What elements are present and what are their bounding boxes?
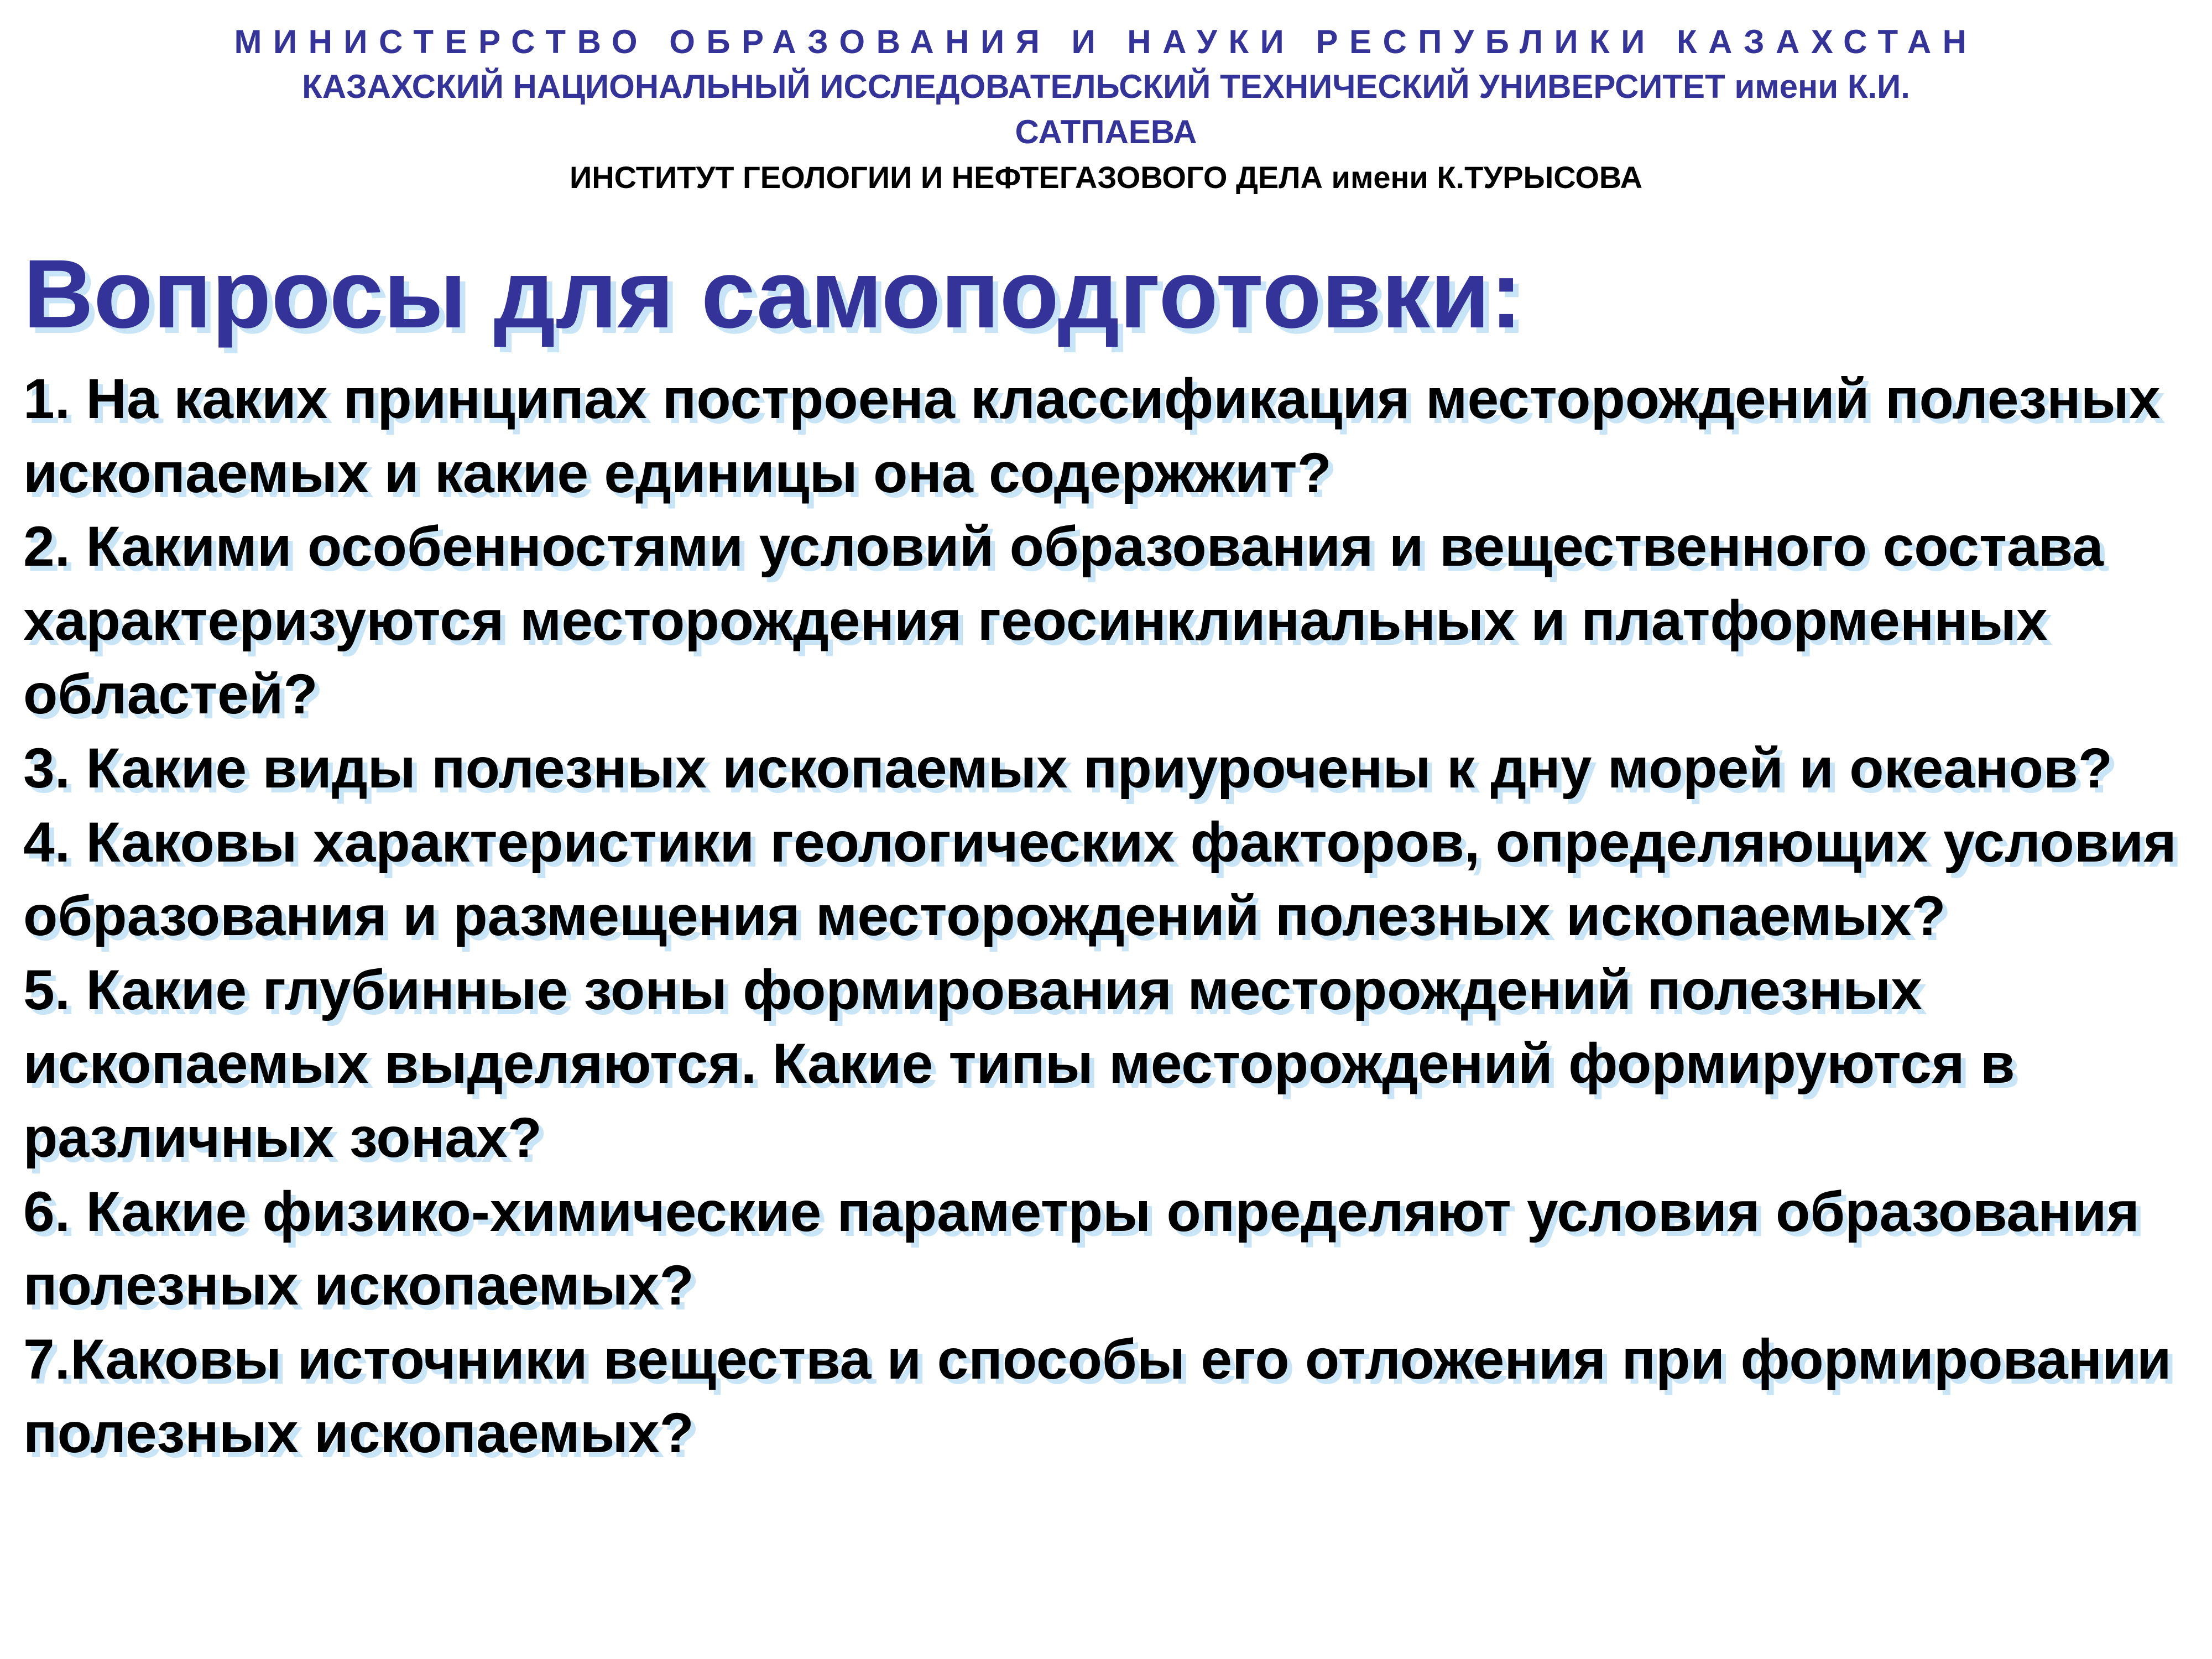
slide-header bbox=[0, 20, 2212, 200]
slide-title: Вопросы для самоподготовки: bbox=[23, 240, 1522, 348]
question-item-4: 4. Каковы характеристики геологических факторов, определяющих условия образования и размещения месторождений полезных ископаемых? bbox=[23, 810, 2177, 948]
question-item-2: 2. Какими особенностями условий образования и вещественного состава характеризуются месторождения геосинклинальных и платформенных областей? bbox=[23, 515, 2104, 726]
university-line: КАЗАХСКИЙ НАЦИОНАЛЬНЫЙ ИССЛЕДОВАТЕЛЬСКИЙ ТЕХНИЧЕСКИЙ УНИВЕРСИТЕТ имени К.И. САТПАЕВА bbox=[302, 68, 1910, 150]
institute-line: ИНСТИТУТ ГЕОЛОГИИ И НЕФТЕГАЗОВОГО ДЕЛА имени К.ТУРЫСОВА bbox=[569, 160, 1643, 195]
ministry-line: МИНИСТЕРСТВО ОБРАЗОВАНИЯ И НАУКИ РЕСПУБЛИКИ КАЗАХСТАН bbox=[234, 23, 1978, 60]
question-item-6: 6. Какие физико-химические параметры определяют условия образования полезных ископаемых? bbox=[23, 1180, 2140, 1317]
question-item-1: 1. На каких принципах построена классификация месторождений полезных ископаемых и какие единицы она содержжит? bbox=[23, 367, 2161, 504]
question-item-3: 3. Какие виды полезных ископаемых приурочены к дну морей и океанов? bbox=[23, 736, 2113, 800]
question-item-5: 5. Какие глубинные зоны формирования месторождений полезных ископаемых выделяются. Какие типы месторождений формируются в различных зонах? bbox=[23, 958, 2015, 1169]
question-item-7: 7.Каковы источники вещества и способы его отложения при формировании полезных ископаемых? bbox=[23, 1327, 2172, 1465]
questions-list bbox=[23, 362, 2208, 1470]
